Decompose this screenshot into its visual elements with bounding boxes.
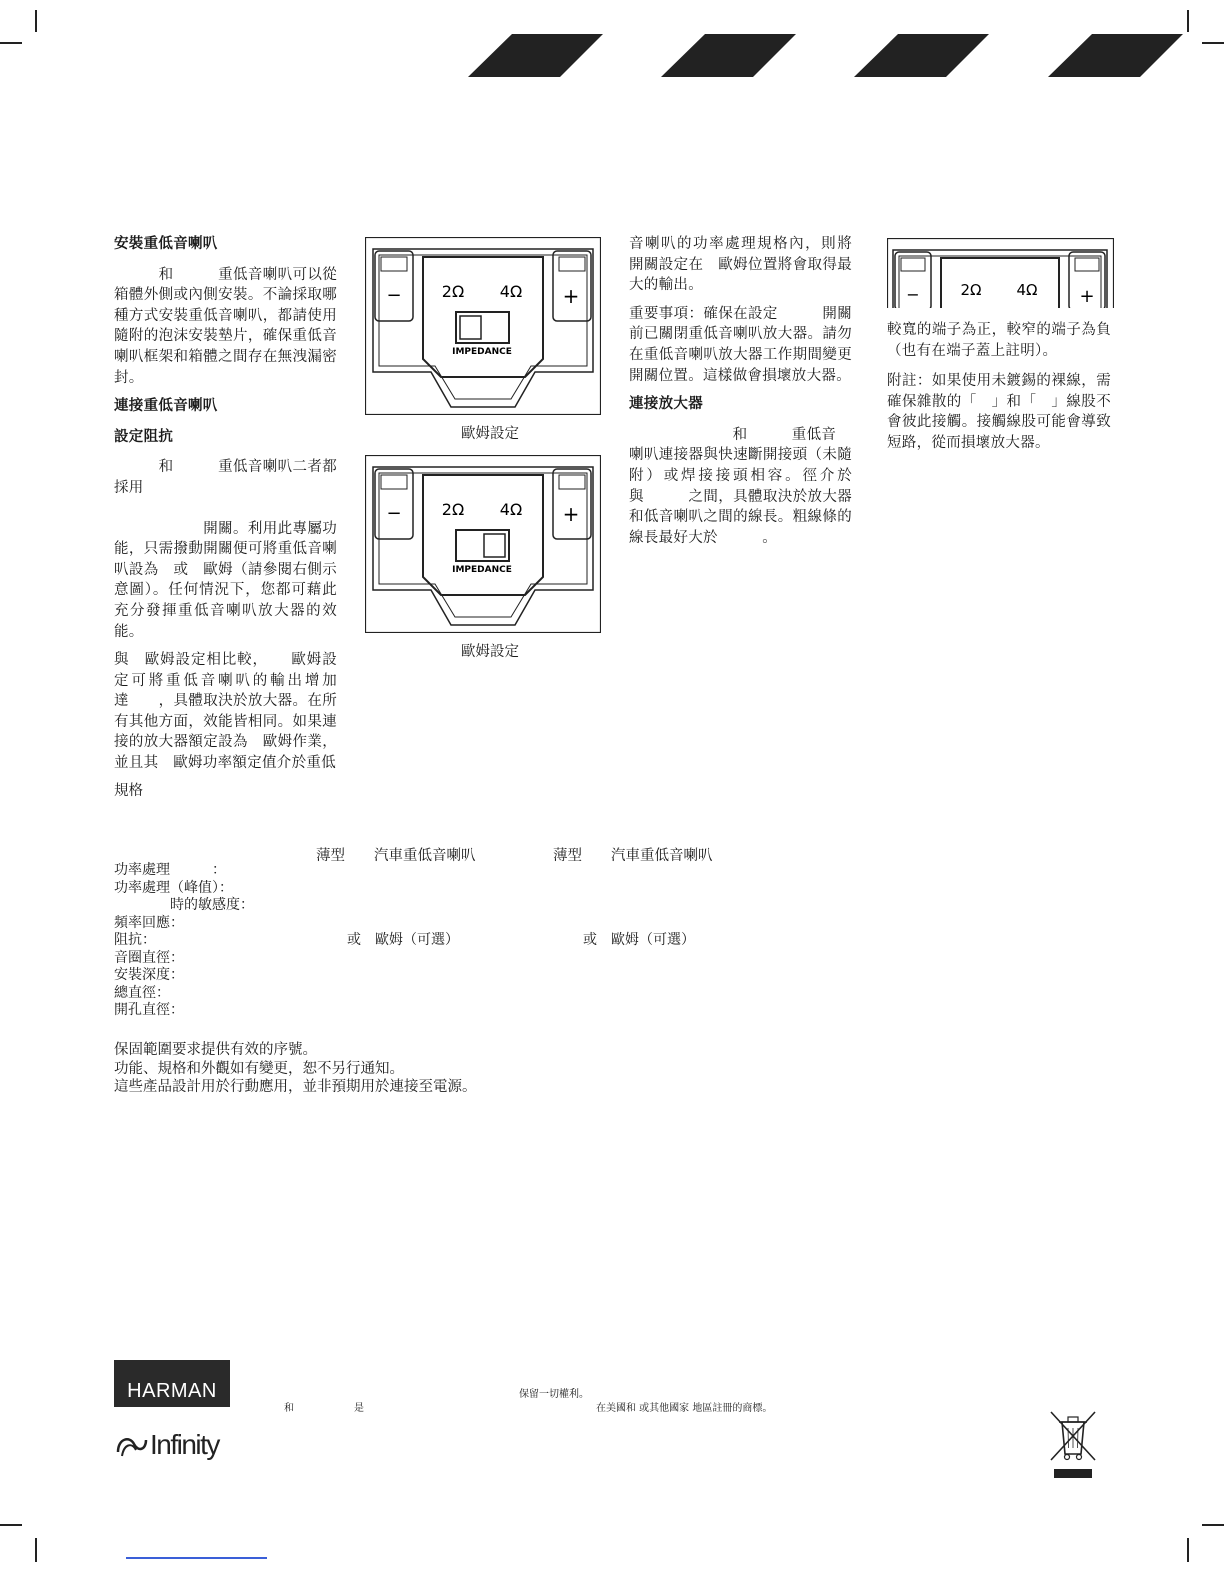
spec-impedance-b: 或 歐姆（可選）	[583, 932, 695, 948]
compare-text: 與 歐姆設定相比較， 歐姆設定可將重低音喇叭的輸出增加達 ，具體取決於放大器。在所有其他方面，效能皆相同。如果連接的放大器額定設為 歐姆作業，並且其 歐姆功率額定值介於重低	[114, 652, 337, 772]
install-text: 和 重低音喇叭可以從箱體外側或內側安裝。不論採取哪種方式安裝重低音喇叭，都請使用隨附的泡沫安裝墊片，確保重低音喇叭框架和箱體之間存在無洩漏密封。	[114, 266, 337, 386]
spec-row-label: 音圈直徑：	[114, 949, 184, 966]
specs-heading: 規格	[114, 783, 143, 799]
important-text: 重要事項：確保在設定 開關前已關閉重低音喇叭放大器。請勿在重低音喇叭放大器工作期間變更開關位置。這樣做會損壞放大器。	[629, 305, 852, 384]
caption-bottom: 歐姆設定	[461, 644, 519, 660]
spec-model-a: 薄型 汽車重低音喇叭	[316, 848, 476, 864]
amp-line-1: 和 重低音	[629, 426, 837, 443]
header-tabs	[460, 30, 1200, 80]
header-tab	[1048, 34, 1183, 77]
infinity-logo	[114, 1425, 219, 1465]
label-minus: −	[906, 285, 920, 304]
footer-rights: 保留一切權利。	[519, 1389, 589, 1400]
impedance-diagram-top	[365, 237, 601, 415]
spec-row-label: 安裝深度：	[114, 967, 184, 983]
crop-mark	[1202, 1524, 1224, 1526]
spec-impedance-a: 或 歐姆（可選）	[347, 932, 459, 948]
label-2ohm: 2Ω	[441, 500, 465, 519]
polarity-text: 較寬的端子為正，較窄的端子為負（也有在端子蓋上註明）。	[887, 322, 1111, 359]
column-3	[629, 234, 897, 556]
footer-link-underline	[126, 1557, 267, 1559]
spec-row-label: 功率處理 ：	[114, 862, 226, 878]
harman-logo	[114, 1360, 230, 1407]
impedance-diagram-bottom	[365, 455, 601, 633]
impedance-text-1: 和 重低音喇叭二者都採用	[114, 459, 337, 496]
spec-notes	[114, 1041, 714, 1097]
crop-mark	[0, 42, 22, 44]
spec-row-label: 頻率回應：	[114, 914, 184, 931]
label-impedance: IMPEDANCE	[452, 565, 512, 575]
crop-mark	[0, 1524, 22, 1526]
infinity-swoosh-icon	[114, 1430, 150, 1460]
label-plus: +	[562, 284, 580, 308]
heading-install: 安裝重低音喇叭	[114, 236, 218, 252]
header-tab	[854, 34, 989, 77]
header-tab	[661, 34, 796, 77]
heading-amp: 連接放大器	[629, 396, 703, 413]
impedance-text-2: 開關。利用此專屬功能，只需撥動開關便可將重低音喇叭設為 或 歐姆（請參閱右側示意圖）。任何情況下，您都可藉此充分發揮重低音喇叭放大器的效能。	[114, 520, 337, 640]
harman-logo-text: HARMAN	[127, 1380, 217, 1402]
spec-row-label: 時的敏感度：	[114, 897, 254, 913]
label-plus: +	[1079, 286, 1095, 307]
crop-mark	[1187, 10, 1189, 32]
crop-mark	[1202, 42, 1224, 44]
crop-mark	[35, 10, 37, 32]
label-2ohm: 2Ω	[960, 281, 982, 299]
spec-note: 這些產品設計用於行動應用，並非預期用於連接至電源。	[114, 1079, 477, 1095]
label-4ohm: 4Ω	[499, 282, 523, 301]
spec-note: 保固範圍要求提供有效的序號。	[114, 1042, 317, 1058]
caption-top: 歐姆設定	[461, 426, 519, 442]
note-text: 附註：如果使用未鍍錫的裸線，需確保雜散的「 」和「 」線股不會彼此接觸。接觸線股可能會導致短路，從而損壞放大器。	[887, 373, 1111, 451]
spec-note: 功能、規格和外觀如有變更，恕不另行通知。	[114, 1060, 404, 1077]
spec-model-b: 薄型 汽車重低音喇叭	[553, 848, 713, 864]
footer-is: 是	[354, 1403, 364, 1414]
footer-and: 和	[284, 1403, 294, 1414]
spec-row-label: 開孔直徑：	[114, 1002, 184, 1018]
label-2ohm: 2Ω	[441, 282, 465, 301]
label-4ohm: 4Ω	[499, 500, 523, 519]
label-plus: +	[562, 502, 580, 526]
terminal-diagram	[887, 238, 1114, 308]
crop-mark	[35, 1538, 37, 1562]
footer-trademark: 在美國和 或其他國家 地區註冊的商標。	[596, 1403, 773, 1414]
label-minus: −	[386, 285, 402, 306]
crop-mark	[1187, 1538, 1189, 1562]
label-minus: −	[386, 503, 402, 524]
spec-row-label: 總直徑：	[114, 984, 170, 1001]
column-1	[114, 234, 337, 782]
spec-labels	[114, 862, 314, 1020]
spec-row-label: 功率處理（峰值）：	[114, 879, 233, 896]
weee-bin-icon	[1048, 1410, 1098, 1480]
column-4	[887, 320, 1111, 462]
heading-impedance: 設定阻抗	[114, 428, 174, 445]
label-4ohm: 4Ω	[1016, 281, 1038, 299]
header-tab	[468, 34, 603, 77]
spec-row-label: 阻抗：	[114, 932, 156, 948]
infinity-logo-text: Infinity	[150, 1429, 219, 1460]
amp-text: 喇叭連接器與快速斷開接頭（未隨附）或焊接接頭相容。徑介於 與 之間，具體取決於放大器和低音喇叭之間的線長。粗線條的線長最好大於 。	[629, 447, 897, 546]
label-impedance: IMPEDANCE	[452, 347, 512, 357]
continue-text: 音喇叭的功率處理規格內，則將 開關設定在 歐姆位置將會取得最大的輸出。	[629, 236, 867, 294]
heading-connect: 連接重低音喇叭	[114, 398, 218, 415]
